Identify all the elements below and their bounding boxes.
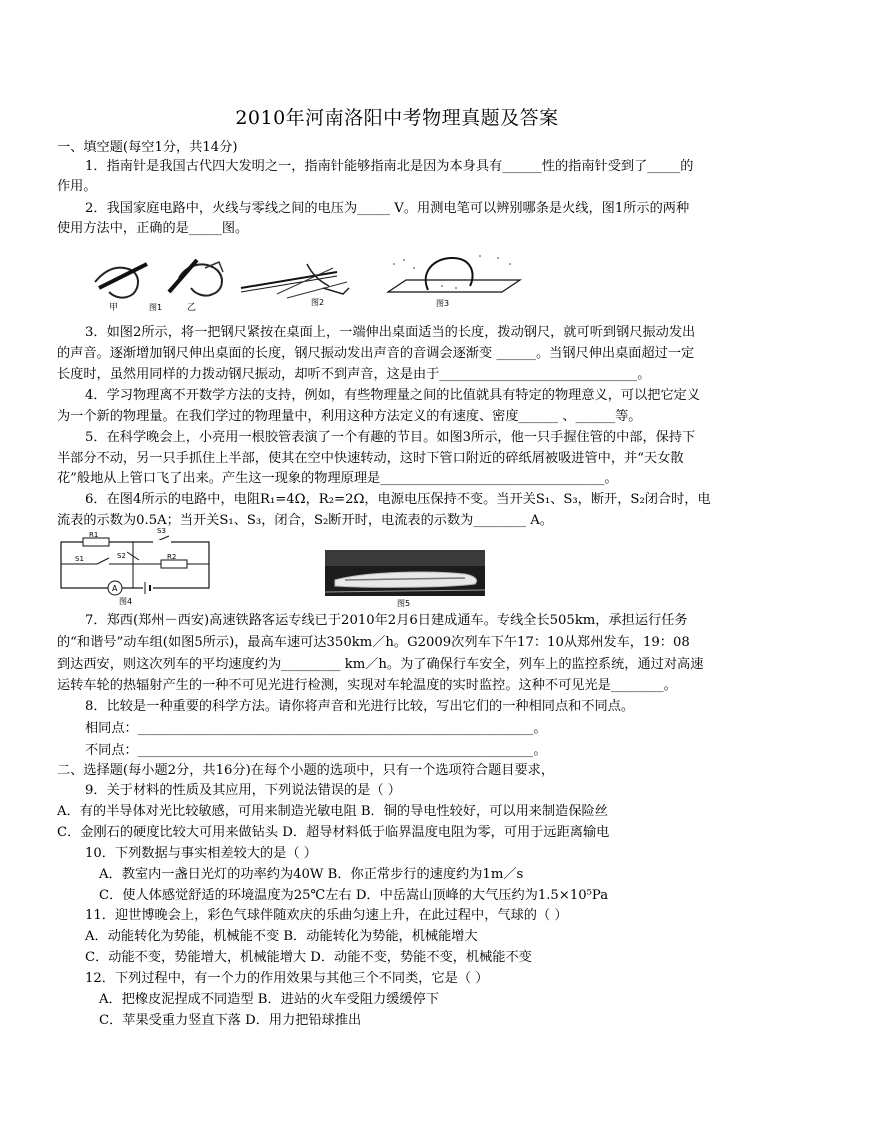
- figure-4-r1: R1: [89, 531, 99, 539]
- figure-4-s3: S3: [157, 527, 166, 535]
- q4-line2: 为一个新的物理量。在我们学过的物理量中，利用这种方法定义的有速度、密度______ 、______等。: [57, 409, 642, 424]
- q8-same-point: 相同点：____________________________________________________________。: [85, 721, 547, 736]
- q11-options-cd: C．动能不变，势能增大，机械能增大 D．动能不变，势能不变，机械能不变: [85, 950, 532, 965]
- figure-4-r2: R2: [167, 553, 177, 561]
- q7-line4: 运转车轮的热辐射产生的一种不可见光进行检测，实现对车轮温度的实时监控。这种不可见光是________。: [57, 678, 677, 693]
- q7-line2: 的“和谐号”动车组(如图5所示)，最高车速可达350km／h。G2009次列车下午17：10从郑州发车，19：08: [57, 635, 690, 650]
- q2-line1: 2．我国家庭电路中，火线与零线之间的电压为_____ V。用测电笔可以辨别哪条是火线，图1所示的两种: [85, 201, 690, 216]
- q12-options-ab: A．把橡皮泥捏成不同造型 B．进站的火车受阻力缓缓停下: [99, 992, 439, 1007]
- q1-line1: 1．指南针是我国古代四大发明之一，指南针能够指南北是因为本身具有______性的指南针受到了_____的: [85, 159, 694, 174]
- q10-options-ab: A．教室内一盏日光灯的功率约为40W B．你正常步行的速度约为1m／s: [99, 867, 524, 882]
- page-title: 2010年河南洛阳中考物理真题及答案: [235, 107, 559, 129]
- figure-1-test-pen: [87, 248, 247, 312]
- q2-line2: 使用方法中，正确的是_____图。: [57, 221, 249, 236]
- figure-1-label-a: 甲: [109, 303, 119, 313]
- q10-stem: 10．下列数据与事实相差较大的是（ ）: [85, 846, 317, 861]
- q6-line1: 6．在图4所示的电路中，电阻R₁=4Ω，R₂=2Ω，电源电压保持不变。当开关S₁、S₃，断开，S₂闭合时，电: [85, 492, 711, 507]
- figure-5-caption: 图5: [397, 599, 411, 608]
- figure-1-label-b: 乙: [187, 303, 197, 313]
- q3-line1: 3．如图2所示，将一把钢尺紧按在桌面上，一端伸出桌面适当的长度，拨动钢尺，就可听到钢尺振动发出: [85, 325, 696, 340]
- q5-line2: 半部分不动，另一只手抓住上半部，使其在空中快速转动，这时下管口附近的碎纸屑被吸进管中，并“天女散: [57, 451, 684, 466]
- figure-2-caption: 图2: [311, 298, 325, 307]
- figure-4-circuit: [57, 527, 215, 606]
- q7-line1: 7．郑西(郑州－西安)高速铁路客运专线已于2010年2月6日建成通车。专线全长505km，承担运行任务: [85, 613, 688, 628]
- figure-3-caption: 图3: [436, 299, 450, 308]
- q3-line2: 的声音。逐渐增加钢尺伸出桌面的长度，钢尺振动发出声音的音调会逐渐变 ______。当钢尺伸出桌面超过一定: [57, 346, 695, 361]
- q12-stem: 12．下列过程中，有一个力的作用效果与其他三个不同类，它是（ ）: [85, 971, 489, 986]
- q8-line1: 8．比较是一种重要的科学方法。请你将声音和光进行比较，写出它们的一种相同点和不同点。: [85, 699, 635, 714]
- figure-4-s1: S1: [75, 555, 84, 563]
- figure-4-ammeter: A: [112, 584, 118, 593]
- q9-stem: 9．关于材料的性质及其应用，下列说法错误的是（ ）: [85, 783, 401, 798]
- section2-heading: 二、选择题(每小题2分，共16分)在每个小题的选项中，只有一个选项符合题目要求，: [57, 763, 555, 778]
- section1-heading: 一、填空题(每空1分，共14分): [57, 140, 238, 155]
- q1-line2: 作用。: [57, 179, 97, 194]
- q10-options-cd: C．使人体感觉舒适的环境温度为25℃左右 D．中岳嵩山顶峰的大气压约为1.5×10⁵Pa: [99, 888, 609, 903]
- figure-3-tube: [380, 250, 526, 308]
- q8-different-point: 不同点：____________________________________________________________。: [85, 743, 547, 758]
- q12-options-cd: C．苹果受重力竖直下落 D．用力把铅球推出: [99, 1013, 362, 1028]
- q3-line3: 长度时，虽然用同样的力拨动钢尺振动，却听不到声音，这是由于______________________________。: [57, 367, 651, 382]
- q6-line2: 流表的示数为0.5A；当开关S₁、S₃，闭合，S₂断开时，电流表的示数为________ A。: [57, 513, 553, 528]
- q9-options-cd: C．金刚石的硬度比较大可用来做钻头 D．超导材料低于临界温度电阻为零，可用于远距离输电: [57, 825, 610, 840]
- figure-5-train: [325, 550, 485, 608]
- q11-stem: 11．迎世博晚会上，彩色气球伴随欢庆的乐曲匀速上升，在此过程中，气球的（ ）: [85, 908, 568, 923]
- q9-options-ab: A．有的半导体对光比较敏感，可用来制造光敏电阻 B．铜的导电性较好，可以用来制造保险丝: [57, 804, 608, 819]
- figure-1-caption: 图1: [149, 303, 163, 312]
- q4-line1: 4．学习物理离不开数学方法的支持，例如，有些物理量之间的比值就具有特定的物理意义，可以把它定义: [85, 388, 701, 403]
- q5-line3: 花”般地从上管口飞了出来。产生这一现象的物理原理是__________________________________。: [57, 471, 618, 486]
- q7-line3: 到达西安，则这次列车的平均速度约为_________ km／h。为了确保行车安全，列车上的监控系统，通过对高速: [57, 657, 704, 672]
- figure-4-s2: S2: [117, 552, 126, 560]
- figure-2-ruler: [237, 258, 367, 308]
- q11-options-ab: A．动能转化为势能，机械能不变 B．动能转化为势能，机械能增大: [85, 929, 478, 944]
- figure-4-caption: 图4: [119, 597, 133, 606]
- q5-line1: 5．在科学晚会上，小亮用一根胶管表演了一个有趣的节目。如图3所示，他一只手握住管的中部，保持下: [85, 430, 696, 445]
